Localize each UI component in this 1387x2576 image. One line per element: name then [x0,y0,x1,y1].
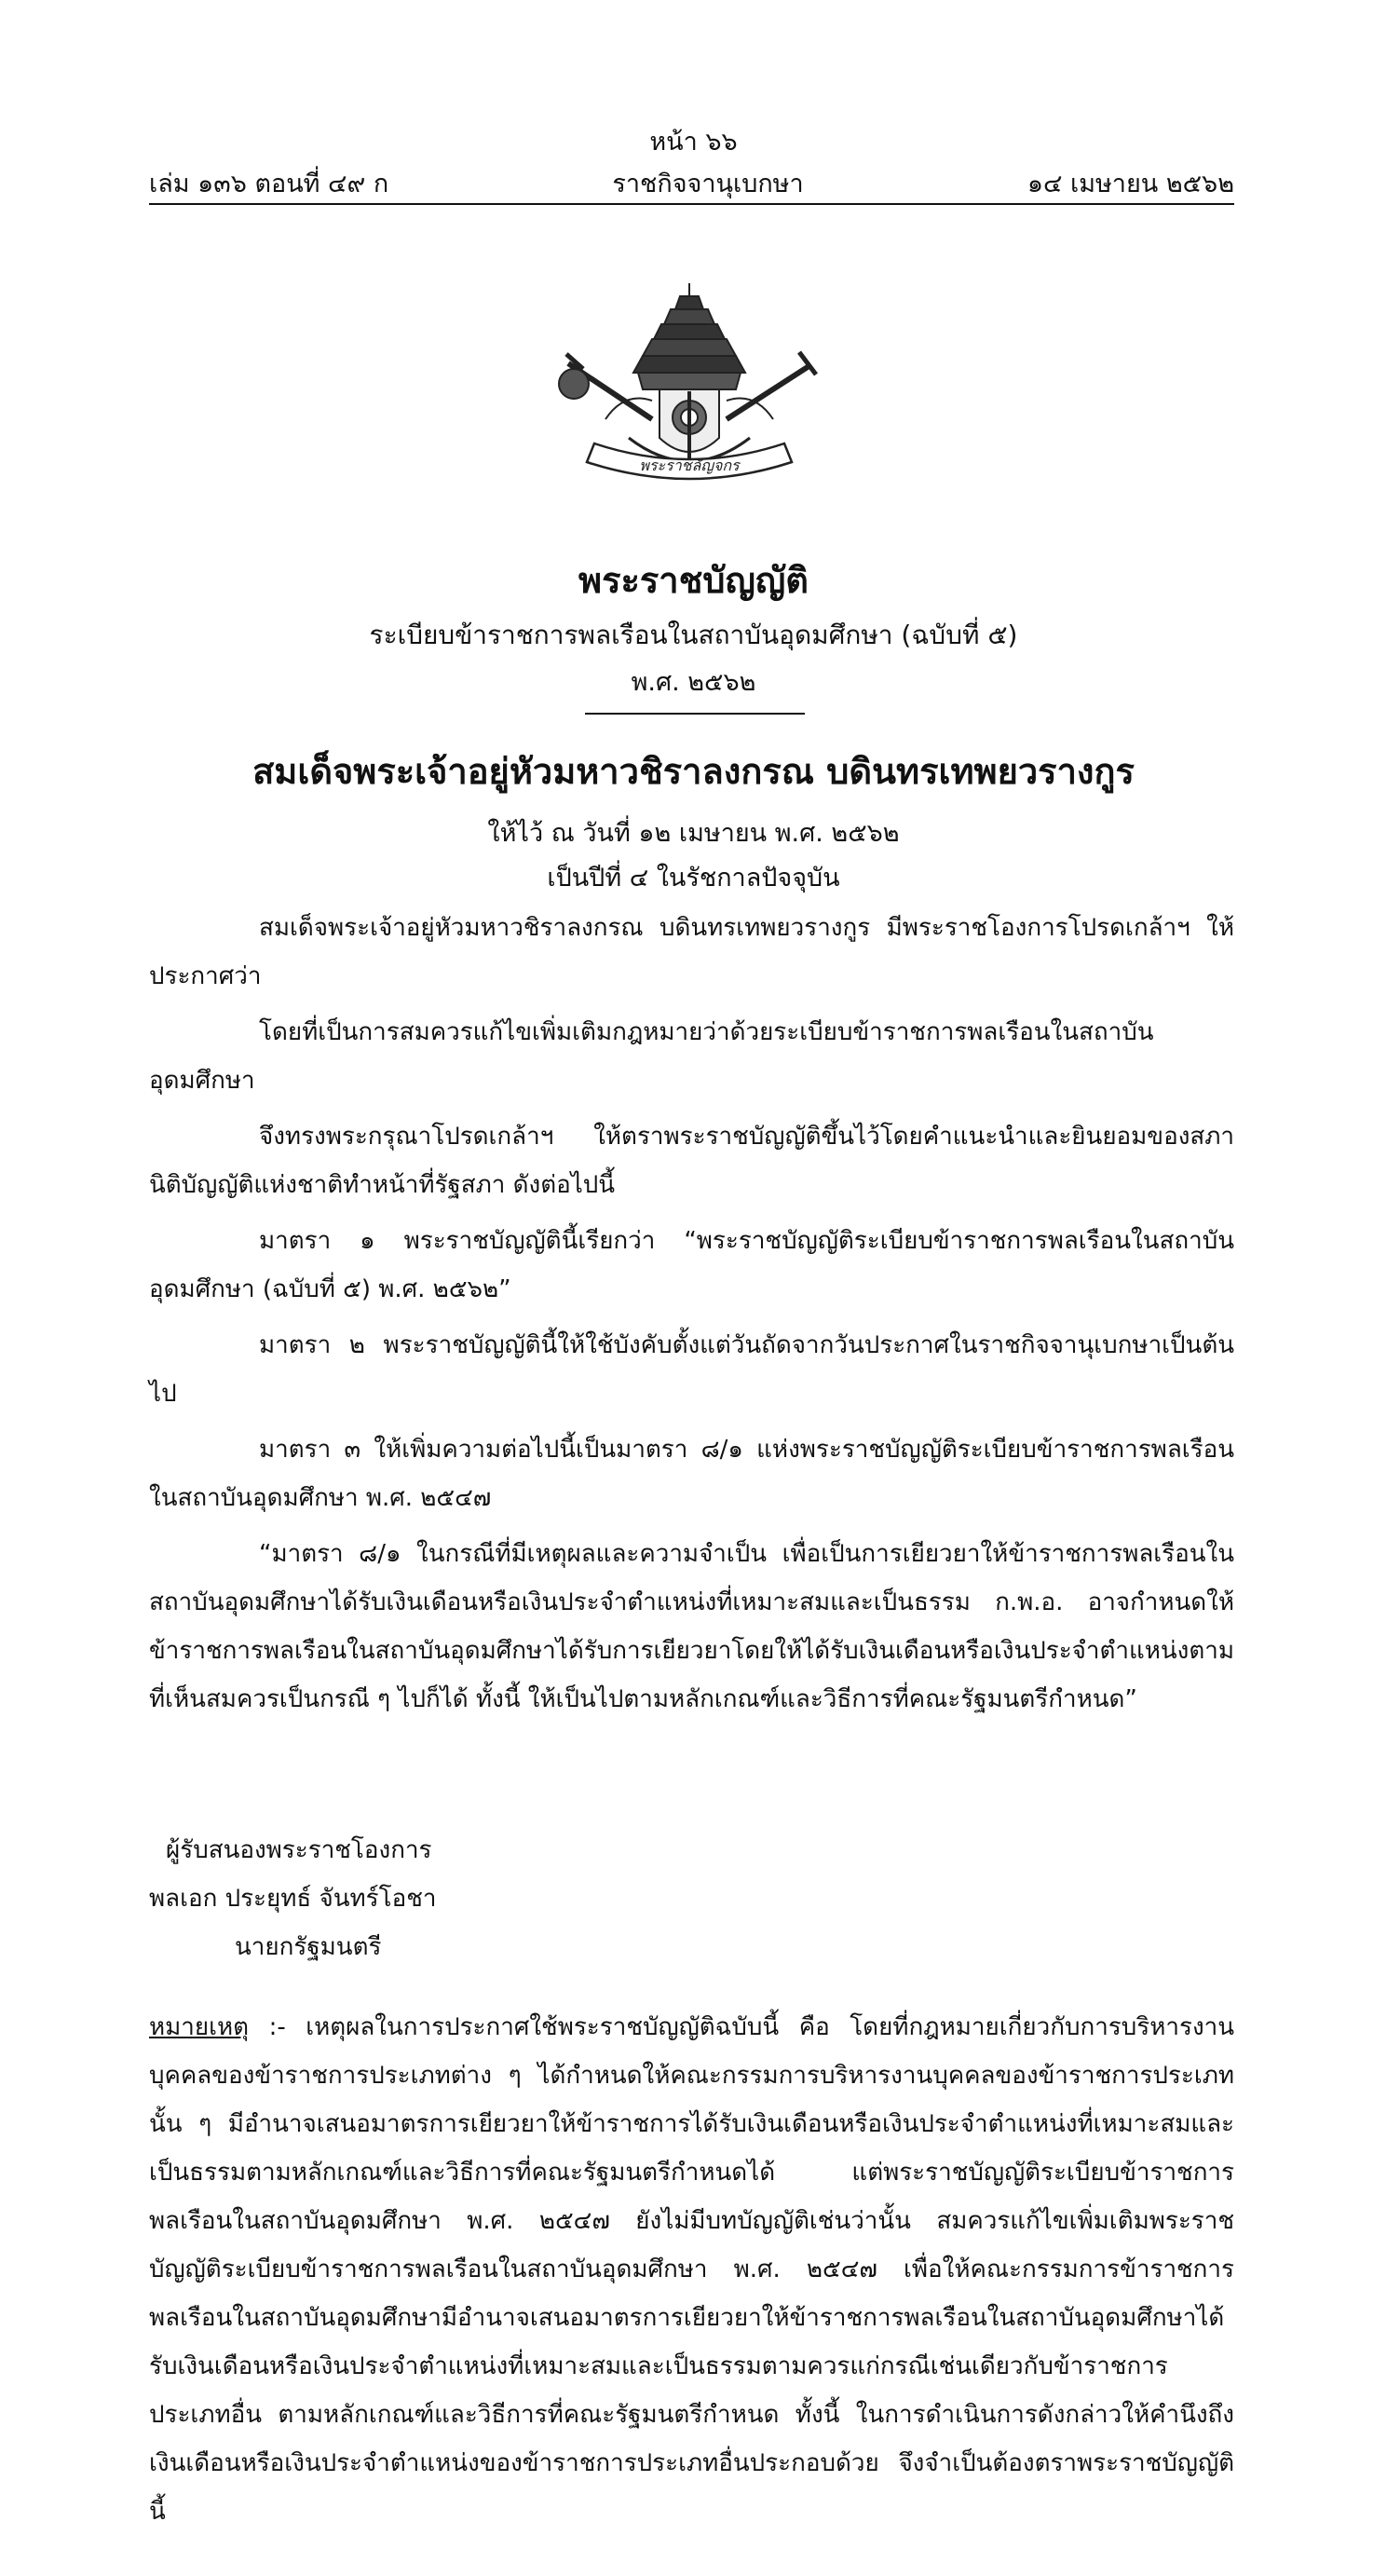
emblem-banner-text: พระราชลัญจกร [639,457,740,474]
title-divider [585,713,805,715]
header-divider [149,203,1234,205]
remarks-text: :- เหตุผลในการประกาศใช้พระราชบัญญัติฉบับนี้ คือ โดยที่กฎหมายเกี่ยวกับการบริหารงานบุคคลของข้าราชการประเภทต่าง ๆ ได้กำหนดให้คณะกรรมการบริหารงานบุคคลของข้าราชการประเภทนั้น ๆ มีอำนาจเสนอมาตรการเยียวยาให้ข้าราชการได้รับเงินเดือนหรือเงินประจำตำแหน่งที่เหมาะสมและเป็นธรรมตามหลักเกณฑ์และวิธีการที่คณะรัฐมนตรีกำหนดได้ แต่พระราชบัญญัติระเบียบข้าราชการพลเรือนในสถาบันอุดมศึกษา พ.ศ. ๒๕๔๗ ยังไม่มีบทบัญญัติเช่นว่านั้น สมควรแก้ไขเพิ่มเติมพระราชบัญญัติระเบียบข้าราชการพลเรือนในสถาบันอุดมศึกษา พ.ศ. ๒๕๔๗ เพื่อให้คณะกรรมการข้าราชการพลเรือนในสถาบันอุดมศึกษามีอำนาจเสนอมาตรการเยียวยาให้ข้าราชการพลเรือนในสถาบันอุดมศึกษาได้รับเงินเดือนหรือเงินประจำตำแหน่งที่เหมาะสมและเป็นธรรมตามควรแก่กรณีเช่นเดียวกับข้าราชการประเภทอื่น ตามหลักเกณฑ์และวิธีการที่คณะรัฐมนตรีกำหนด ทั้งนี้ ในการดำเนินการดังกล่าวให้คำนึงถึงเงินเดือนหรือเงินประจำตำแหน่งของข้าราชการประเภทอื่นประกอบด้วย จึงจำเป็นต้องตราพระราชบัญญัตินี้ [149,2013,1235,2526]
act-year: พ.ศ. ๒๕๖๒ [631,668,756,697]
enactment-paragraph: จึงทรงพระกรุณาโปรดเกล้าฯ ให้ตราพระราชบัญญัติขึ้นไว้โดยคำแนะนำและยินยอมของสภานิติบัญญัติแห่งชาติทำหน้าที่รัฐสภา ดังต่อไปนี้ [149,1123,1234,1199]
gazette-name: ราชกิจจานุเบกษา [612,170,804,198]
volume-issue: เล่ม ๑๓๖ ตอนที่ ๔๙ ก [149,170,389,198]
section-3: มาตรา ๓ ให้เพิ่มความต่อไปนี้เป็นมาตรา ๘/๑ แห่งพระราชบัญญัติระเบียบข้าราชการพลเรือนในสถาบันอุดมศึกษา พ.ศ. ๒๕๔๗ [149,1436,1234,1512]
king-name: สมเด็จพระเจ้าอยู่หัวมหาวชิราลงกรณ บดินทรเทพยวรางกูร [252,751,1135,792]
page-number: หน้า ๖๖ [649,128,738,157]
act-subtitle: ระเบียบข้าราชการพลเรือนในสถาบันอุดมศึกษา (ฉบับที่ ๕) [369,620,1018,650]
section-1: มาตรา ๑ พระราชบัญญัตินี้เรียกว่า “พระราชบัญญัติระเบียบข้าราชการพลเรือนในสถาบันอุดมศึกษา (ฉบับที่ ๕) พ.ศ. ๒๕๖๒” [149,1227,1234,1303]
countersign-role: ผู้รับสนองพระราชโองการ [166,1836,432,1864]
act-body [149,904,1234,1724]
countersign-name: พลเอก ประยุทธ์ จันทร์โอชา [149,1885,437,1913]
preamble-paragraph: สมเด็จพระเจ้าอยู่หัวมหาวชิราลงกรณ บดินทรเทพยวรางกูร มีพระราชโองการโปรดเกล้าฯ ให้ประกาศว่า [149,914,1234,990]
royal-emblem-icon [550,279,829,494]
publish-date: ๑๔ เมษายน ๒๕๖๒ [1027,170,1234,198]
countersignature [149,1826,436,1971]
gazette-header [149,163,1234,203]
act-title: พระราชบัญญัติ [578,560,809,601]
countersign-title: นายกรัฐมนตรี [235,1933,382,1961]
section-8-1-text: “มาตรา ๘/๑ ในกรณีที่มีเหตุผลและความจำเป็น เพื่อเป็นการเยียวยาให้ข้าราชการพลเรือนในสถาบันอุดมศึกษาได้รับเงินเดือนหรือเงินประจำตำแหน่งที่เหมาะสมและเป็นธรรม ก.พ.อ. อาจกำหนดให้ข้าราชการพลเรือนในสถาบันอุดมศึกษาได้รับการเยียวยาโดยให้ได้รับเงินเดือนหรือเงินประจำตำแหน่งตามที่เห็นสมควรเป็นกรณี ๆ ไปก็ได้ ทั้งนี้ ให้เป็นไปตามหลักเกณฑ์และวิธีการที่คณะรัฐมนตรีกำหนด” [149,1540,1234,1713]
reason-paragraph: โดยที่เป็นการสมควรแก้ไขเพิ่มเติมกฎหมายว่าด้วยระเบียบข้าราชการพลเรือนในสถาบันอุดมศึกษา [149,1018,1154,1095]
remarks-label: หมายเหตุ [149,2013,250,2041]
remarks [149,2003,1234,2536]
section-2: มาตรา ๒ พระราชบัญญัตินี้ให้ใช้บังคับตั้งแต่วันถัดจากวันประกาศในราชกิจจานุเบกษาเป็นต้นไป [149,1331,1234,1408]
given-date: ให้ไว้ ณ วันที่ ๑๒ เมษายน พ.ศ. ๒๕๖๒ [487,819,900,848]
reign-year: เป็นปีที่ ๔ ในรัชกาลปัจจุบัน [547,864,840,893]
